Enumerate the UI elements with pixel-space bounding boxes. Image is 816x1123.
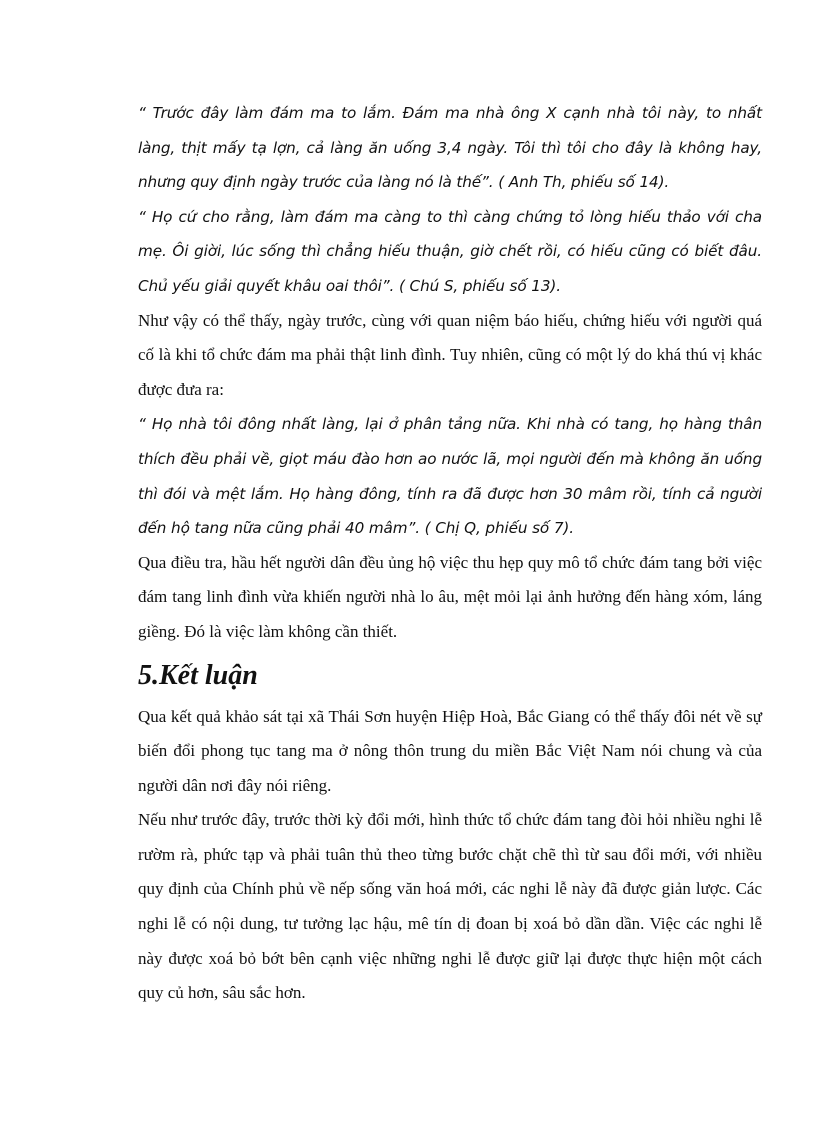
quote-paragraph-2: “ Họ cứ cho rằng, làm đám ma càng to thì càng chứng tỏ lòng hiếu thảo với cha mẹ. Ôi giời, lúc sống thì chẳng hiếu thuận, giờ chết rồi, có hiếu cũng có biết đâu. Chủ yếu giải quyết khâu oai thôi”. ( Chú S, phiếu số 13). [138, 207, 762, 295]
body-paragraph-1: Như vậy có thể thấy, ngày trước, cùng với quan niệm báo hiếu, chứng hiếu với người quá cố là khi tổ chức đám ma phải thật linh đình. Tuy nhiên, cũng có một lý do khá thú vị khác được đưa ra: [138, 310, 762, 399]
quote-paragraph-1: “ Trước đây làm đám ma to lắm. Đám ma nhà ông X cạnh nhà tôi này, to nhất làng, thịt mấy tạ lợn, cả làng ăn uống 3,4 ngày. Tôi thì tôi cho đây là không hay, nhưng quy định ngày trước của làng nó là thế”. ( Anh Th, phiếu số 14). [138, 104, 762, 192]
quote-paragraph-3: “ Họ nhà tôi đông nhất làng, lại ở phân tảng nữa. Khi nhà có tang, họ hàng thân thích đều phải về, giọt máu đào hơn ao nước lã, mọi người đến mà không ăn uống thì đói và mệt lắm. Họ hàng đông, tính ra đã được hơn 30 mâm rồi, tính cả người đến hộ tang nữa cũng phải 40 mâm”. ( Chị Q, phiếu số 7). [138, 415, 762, 538]
document-page [138, 96, 762, 1011]
body-paragraph-4: Nếu như trước đây, trước thời kỳ đổi mới, hình thức tổ chức đám tang đòi hỏi nhiều nghi lễ rườm rà, phức tạp và phải tuân thủ theo từng bước chặt chẽ thì từ sau đổi mới, với nhiều quy định của Chính phủ về nếp sống văn hoá mới, các nghi lễ này đã được giản lược. Các nghi lễ có nội dung, tư tưởng lạc hậu, mê tín dị đoan bị xoá bỏ dần dần. Việc các nghi lễ này được xoá bỏ bớt bên cạnh việc những nghi lễ được giữ lại được thực hiện một cách quy củ hơn, sâu sắc hơn. [138, 810, 762, 1003]
section-heading: 5.Kết luận [138, 659, 258, 691]
body-paragraph-3: Qua kết quả khảo sát tại xã Thái Sơn huyện Hiệp Hoà, Bắc Giang có thể thấy đôi nét về sự biến đổi phong tục tang ma ở nông thôn trung du miền Bắc Việt Nam nói chung và của người dân nơi đây nói riêng. [138, 706, 762, 795]
body-paragraph-2: Qua điều tra, hầu hết người dân đều ủng hộ việc thu hẹp quy mô tổ chức đám tang bởi việc đám tang linh đình vừa khiến người nhà lo âu, mệt mỏi lại ảnh hưởng đến hàng xóm, láng giềng. Đó là việc làm không cần thiết. [138, 552, 762, 641]
